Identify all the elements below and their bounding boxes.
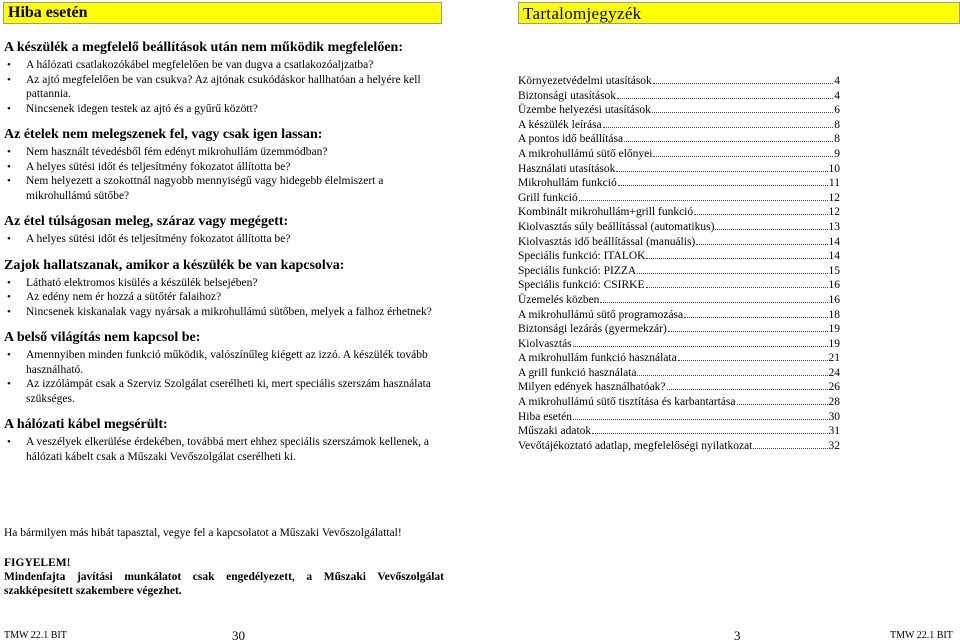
warning-body: Mindenfajta javítási munkálatot csak engedélyezett, a Műszaki Vevőszolgálat szakképesített szakembere végezhet.: [4, 571, 444, 597]
toc-dot-leader: [678, 360, 828, 361]
toc-entry-label: Műszaki adatok: [518, 425, 592, 438]
bullet-item: • Az izzólámpát csak a Szerviz Szolgálat cserélheti ki, mert speciális szerszám használata szükséges.: [4, 377, 440, 406]
bullet-item: • Látható elektromos kisülés a készülék belsejében?: [4, 276, 440, 291]
toc-dot-leader: [617, 98, 833, 99]
bullet-item: • Az ajtó megfelelően be van csukva? Az ajtónak csukódáskor hallhatóan a helyére kell pattannia.: [4, 73, 440, 102]
toc-dot-leader: [624, 141, 833, 142]
toc-entry-label: Mikrohullám funkció: [518, 177, 617, 190]
toc-entry-page: 19: [828, 337, 840, 350]
bullet-item: • Nincsenek idegen testek az ajtó és a gyűrű között?: [4, 102, 440, 117]
toc-entry: [518, 132, 840, 147]
toc-dot-leader: [684, 317, 827, 318]
toc-entry: [518, 118, 840, 133]
toc-entry-label: Kiolvasztás idő beállítással (manuális): [518, 235, 696, 248]
toc-dot-leader: [637, 273, 827, 274]
toc-dot-leader: [653, 156, 833, 157]
toc-entry-page: 16: [828, 293, 840, 306]
toc-entry-page: 8: [834, 133, 840, 146]
toc-entry-page: 14: [828, 235, 840, 248]
toc-entry: [518, 162, 840, 177]
toc-entry: [518, 176, 840, 191]
section-title: Az étel túlságosan meleg, száraz vagy megégett:: [4, 214, 289, 229]
toc-dot-leader: [618, 185, 828, 186]
warning-title: FIGYELEM!: [4, 557, 71, 569]
toc-entry-page: 26: [828, 381, 840, 394]
toc-entry: [518, 424, 840, 439]
toc-entry-label: A mikrohullámú sütő előnyei: [518, 147, 653, 160]
section-title: Zajok hallatszanak, amikor a készülék be van kapcsolva:: [4, 257, 345, 273]
toc-entry-label: A pontos idő beállítása: [518, 133, 624, 146]
toc-entry-page: 12: [828, 206, 840, 219]
toc-entry: [518, 322, 840, 337]
toc-entry: [518, 147, 840, 162]
bullet-item: • A veszélyek elkerülése érdekében, továbbá mert ehhez speciális szerszámok kellenek, a hálózati kábelt csak a Műszaki Vevőszolgálat cserélheti ki.: [4, 435, 440, 464]
toc-dot-leader: [667, 389, 828, 390]
section-bullet-list: [4, 276, 440, 320]
toc-dot-leader: [737, 404, 828, 405]
toc-entry-page: 10: [828, 162, 840, 175]
table-of-contents: [518, 74, 840, 453]
toc-entry: [518, 205, 840, 220]
toc-dot-leader: [573, 419, 828, 420]
toc-dot-leader: [600, 302, 827, 303]
toc-dot-leader: [592, 433, 827, 434]
toc-entry-page: 32: [828, 439, 840, 452]
section-title: A hálózati kábel megsérült:: [4, 417, 168, 432]
toc-entry-label: Üzembe helyezési utasítások: [518, 104, 651, 117]
toc-entry-page: 14: [828, 250, 840, 263]
toc-entry: [518, 264, 840, 279]
toc-entry: [518, 220, 840, 235]
section-title: A készülék a megfelelő beállítások után nem működik megfelelően:: [4, 40, 403, 55]
toc-entry-page: 21: [828, 352, 840, 365]
toc-entry-label: Biztonsági utasítások: [518, 89, 617, 102]
footer-left-model: TMW 22.1 BIT: [4, 630, 67, 641]
toc-entry-label: Speciális funkció: CSIRKE: [518, 279, 645, 292]
toc-entry-label: A készülék leírása: [518, 118, 602, 131]
bullet-item: • A helyes sütési időt és teljesítmény fokozatot állította be?: [4, 160, 440, 175]
toc-dot-leader: [652, 112, 833, 113]
toc-entry-page: 18: [828, 308, 840, 321]
left-page-title: Hiba esetén: [8, 4, 88, 21]
toc-entry-page: 8: [834, 118, 840, 131]
toc-entry-page: 9: [834, 147, 840, 160]
toc-entry: [518, 191, 840, 206]
bullet-item: • A helyes sütési időt és teljesítmény fokozatot állította be?: [4, 232, 440, 247]
footnote: Ha bármilyen más hibát tapasztal, vegye fel a kapcsolatot a Műszaki Vevőszolgálattal!: [4, 527, 402, 539]
toc-entry: [518, 74, 840, 89]
toc-entry-label: A mikrohullámú sütő tisztítása és karbantartása: [518, 396, 736, 409]
toc-dot-leader: [653, 83, 833, 84]
section-title: Az ételek nem melegszenek fel, vagy csak igen lassan:: [4, 127, 323, 142]
toc-dot-leader: [637, 375, 827, 376]
toc-entry: [518, 308, 840, 323]
footer-right-model: TMW 22.1 BIT: [890, 630, 953, 641]
toc-entry: [518, 89, 840, 104]
toc-dot-leader: [715, 229, 827, 230]
toc-entry-page: 31: [828, 425, 840, 438]
section-bullet-list: [4, 435, 440, 464]
toc-entry-page: 6: [834, 104, 840, 117]
toc-entry-label: Kiolvasztás: [518, 337, 572, 350]
toc-dot-leader: [573, 346, 828, 347]
left-page-header: [3, 2, 442, 24]
bullet-item: • Nem helyezett a szokottnál nagyobb mennyiségű vagy hidegebb élelmiszert a mikrohullámú sütőbe?: [4, 174, 440, 203]
toc-entry-label: Üzemelés közben: [518, 293, 600, 306]
toc-dot-leader: [579, 200, 828, 201]
toc-entry-page: 4: [834, 75, 840, 87]
section-bullet-list: [4, 145, 440, 203]
toc-entry-label: Speciális funkció: PIZZA: [518, 264, 637, 277]
toc-entry-label: Milyen edények használhatóak?: [518, 381, 666, 394]
toc-entry: [518, 395, 840, 410]
footer-right-page-number: 3: [734, 628, 741, 643]
toc-entry: [518, 380, 840, 395]
toc-dot-leader: [646, 287, 828, 288]
toc-dot-leader: [753, 448, 827, 449]
bullet-item: • Az edény nem ér hozzá a sütőtér falaihoz?: [4, 290, 440, 305]
toc-entry-label: Környezetvédelmi utasítások: [518, 75, 652, 87]
toc-dot-leader: [696, 244, 827, 245]
toc-dot-leader: [668, 331, 828, 332]
toc-entry-label: Speciális funkció: ITALOK: [518, 250, 646, 263]
toc-entry: [518, 235, 840, 250]
toc-entry-label: A mikrohullám funkció használata: [518, 352, 677, 365]
toc-entry: [518, 337, 840, 352]
toc-entry-page: 30: [828, 410, 840, 423]
toc-entry-label: Kiolvasztás súly beállítással (automatikus): [518, 220, 715, 233]
right-page-title: Tartalomjegyzék: [523, 4, 642, 23]
toc-entry-label: Biztonsági lezárás (gyermekzár): [518, 323, 667, 336]
bullet-item: • Nem használt tévedésből fém edényt mikrohullám üzemmódban?: [4, 145, 440, 160]
toc-entry-label: Hiba esetén: [518, 410, 572, 423]
toc-entry-page: 12: [828, 191, 840, 204]
section-bullet-list: [4, 232, 440, 247]
toc-entry-label: Használati utasítások: [518, 162, 616, 175]
toc-entry-label: Kombinált mikrohullám+grill funkció: [518, 206, 694, 219]
section-bullet-list: [4, 348, 440, 406]
toc-entry: [518, 249, 840, 264]
toc-dot-leader: [646, 258, 827, 259]
footer-left-page-number: 30: [232, 628, 245, 643]
right-page-header: [518, 2, 960, 24]
toc-entry-page: 16: [828, 279, 840, 292]
toc-entry: [518, 278, 840, 293]
toc-entry: [518, 351, 840, 366]
bullet-item: • Amennyiben minden funkció működik, valószínűleg kiégett az izzó. A készülék tovább használható.: [4, 348, 440, 377]
toc-entry-page: 24: [828, 366, 840, 379]
toc-dot-leader: [616, 171, 827, 172]
toc-entry: [518, 103, 840, 118]
section-title: A belső világítás nem kapcsol be:: [4, 330, 201, 345]
toc-entry: [518, 439, 840, 454]
toc-entry-label: Grill funkció: [518, 191, 578, 204]
toc-entry-page: 15: [828, 264, 840, 277]
toc-entry-label: Vevőtájékoztató adatlap, megfelelőségi nyilatkozat: [518, 439, 753, 452]
toc-entry-page: 28: [828, 396, 840, 409]
toc-entry-label: A grill funkció használata: [518, 366, 637, 379]
troubleshooting-sections: [4, 40, 440, 475]
toc-dot-leader: [603, 127, 834, 128]
section-bullet-list: [4, 58, 440, 116]
toc-entry-label: A mikrohullámú sütő programozása: [518, 308, 684, 321]
toc-entry-page: 11: [828, 177, 840, 190]
toc-entry: [518, 293, 840, 308]
toc-entry: [518, 366, 840, 381]
bullet-item: • Nincsenek kiskanalak vagy nyársak a mikrohullámú sütőben, melyek a falhoz érhetnek?: [4, 305, 440, 320]
toc-dot-leader: [694, 214, 827, 215]
bullet-item: • A hálózati csatlakozókábel megfelelően be van dugva a csatlakozóaljzatba?: [4, 58, 440, 73]
toc-entry-page: 19: [828, 323, 840, 336]
toc-entry-page: 13: [828, 220, 840, 233]
toc-entry-page: 4: [834, 89, 840, 102]
toc-entry: [518, 410, 840, 425]
